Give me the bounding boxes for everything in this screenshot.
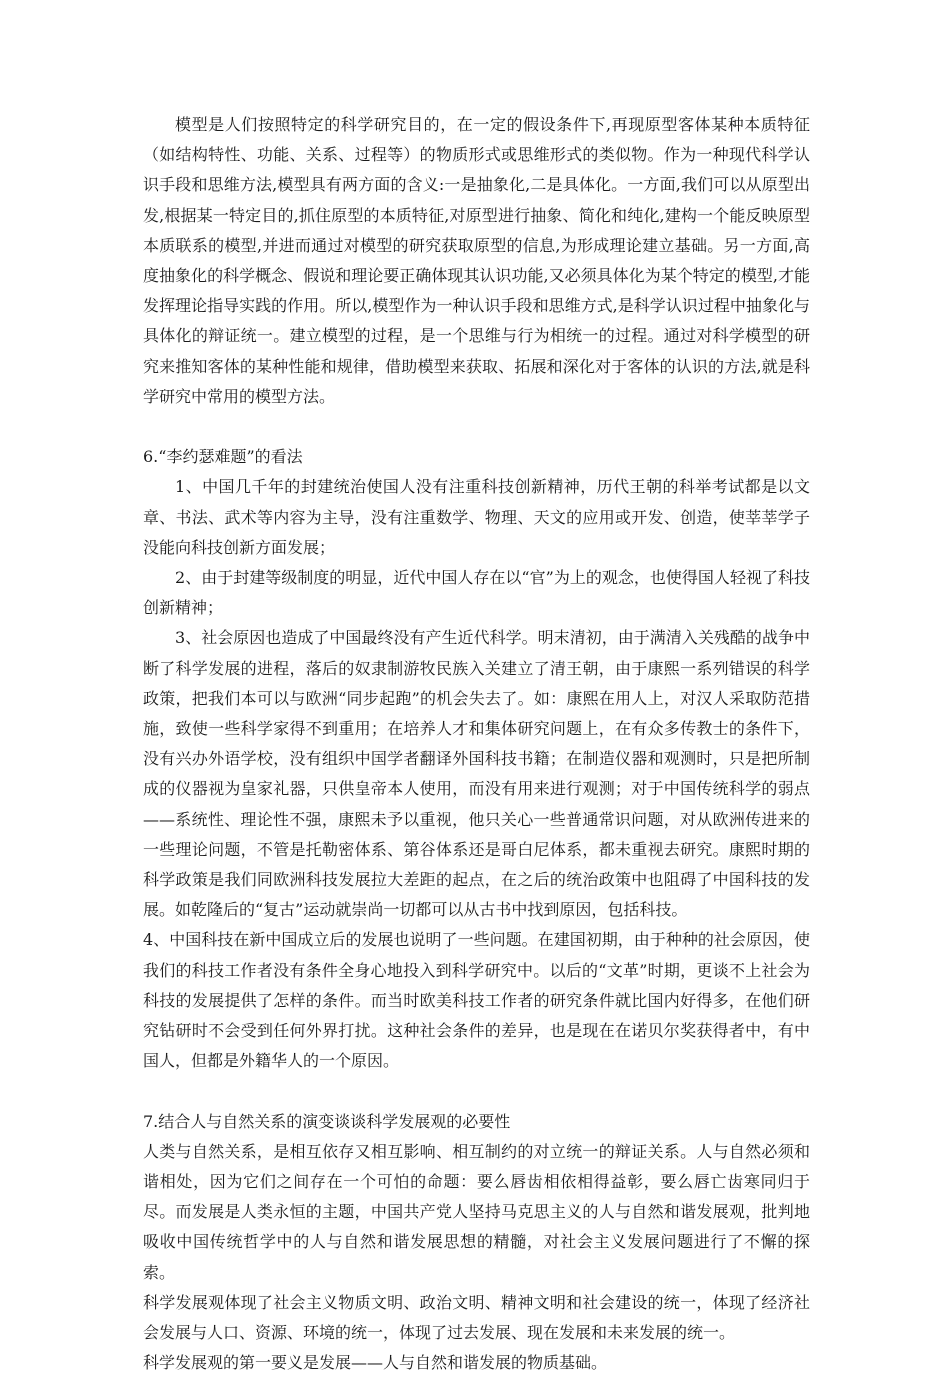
intro-paragraph: 模型是人们按照特定的科学研究目的，在一定的假设条件下,再现原型客体某种本质特征（如结构特性、功能、关系、过程等）的物质形式或思维形式的类似物。作为一种现代科学认识手段和思维方法,模型具有两方面的含义:一是抽象化,二是具体化。一方面,我们可以从原型出发,根据某一特定目的,抓住原型的本质特征,对原型进行抽象、简化和纯化,建构一个能反映原型本质联系的模型,并进而通过对模型的研究获取原型的信息,为形成理论建立基础。另一方面,高度抽象化的科学概念、假说和理论要正确体现其认识功能,又必须具体化为某个特定的模型,才能发挥理论指导实践的作用。所以,模型作为一种认识手段和思维方式,是科学认识过程中抽象化与具体化的辩证统一。建立模型的过程，是一个思维与行为相统一的过程。通过对科学模型的研究来推知客体的某种性能和规律，借助模型来获取、拓展和深化对于客体的认识的方法,就是科学研究中常用的模型方法。 bbox=[143, 115, 810, 406]
section-7-paragraph-3: 科学发展观的第一要义是发展——人与自然和谐发展的物质基础。 bbox=[143, 1353, 608, 1373]
section-6-point-1: 1、中国几千年的封建统治使国人没有注重科技创新精神，历代王朝的科举考试都是以文章、书法、武术等内容为主导，没有注重数学、物理、天文的应用或开发、创造，使莘莘学子没能向科技创新方面发展； bbox=[143, 477, 810, 557]
blank-line bbox=[143, 1076, 810, 1106]
section-6-point-3: 3、社会原因也造成了中国最终没有产生近代科学。明末清初，由于满清入关残酷的战争中断了科学发展的进程，落后的奴隶制游牧民族入关建立了清王朝，由于康熙一系列错误的科学政策，把我们本可以与欧洲“同步起跑”的机会失去了。如：康熙在用人上，对汉人采取防范措施，致使一些科学家得不到重用；在培养人才和集体研究问题上，在有众多传教士的条件下，没有兴办外语学校，没有组织中国学者翻译外国科技书籍；在制造仪器和观测时，只是把所制成的仪器视为皇家礼器，只供皇帝本人使用，而没有用来进行观测；对于中国传统科学的弱点——系统性、理论性不强，康熙未予以重视，他只关心一些普通常识问题，对从欧洲传进来的一些理论问题，不管是托勒密体系、第谷体系还是哥白尼体系，都未重视去研究。康熙时期的科学政策是我们同欧洲科技发展拉大差距的起点，在之后的统治政策中也阻碍了中国科技的发展。如乾隆后的“复古”运动就崇尚一切都可以从古书中找到原因，包括科技。 bbox=[143, 628, 810, 920]
document-page bbox=[143, 110, 810, 1379]
blank-line bbox=[143, 412, 810, 442]
section-6-heading: 6.“李约瑟难题”的看法 bbox=[143, 447, 303, 467]
section-7-heading: 7.结合人与自然关系的演变谈谈科学发展观的必要性 bbox=[143, 1111, 511, 1131]
section-6-point-4: 4、中国科技在新中国成立后的发展也说明了一些问题。在建国初期，由于种种的社会原因，使我们的科技工作者没有条件全身心地投入到科学研究中。以后的“文革”时期，更谈不上社会为科技的发展提供了怎样的条件。而当时欧美科技工作者的研究条件就比国内好得多，在他们研究钻研时不会受到任何外界打扰。这种社会条件的差异，也是现在在诺贝尔奖获得者中，有中国人，但都是外籍华人的一个原因。 bbox=[143, 930, 810, 1071]
section-6-point-2: 2、由于封建等级制度的明显，近代中国人存在以“官”为上的观念，也使得国人轻视了科技创新精神； bbox=[143, 568, 810, 618]
section-7-paragraph-2: 科学发展观体现了社会主义物质文明、政治文明、精神文明和社会建设的统一，体现了经济社会发展与人口、资源、环境的统一，体现了过去发展、现在发展和未来发展的统一。 bbox=[143, 1292, 810, 1343]
section-7-paragraph-1: 人类与自然关系，是相互依存又相互影响、相互制约的对立统一的辩证关系。人与自然必须和谐相处，因为它们之间存在一个可怕的命题：要么唇齿相依相得益彰，要么唇亡齿寒同归于尽。而发展是人类永恒的主题，中国共产党人坚持马克思主义的人与自然和谐发展观，批判地吸收中国传统哲学中的人与自然和谐发展思想的精髓，对社会主义发展问题进行了不懈的探索。 bbox=[143, 1141, 810, 1282]
